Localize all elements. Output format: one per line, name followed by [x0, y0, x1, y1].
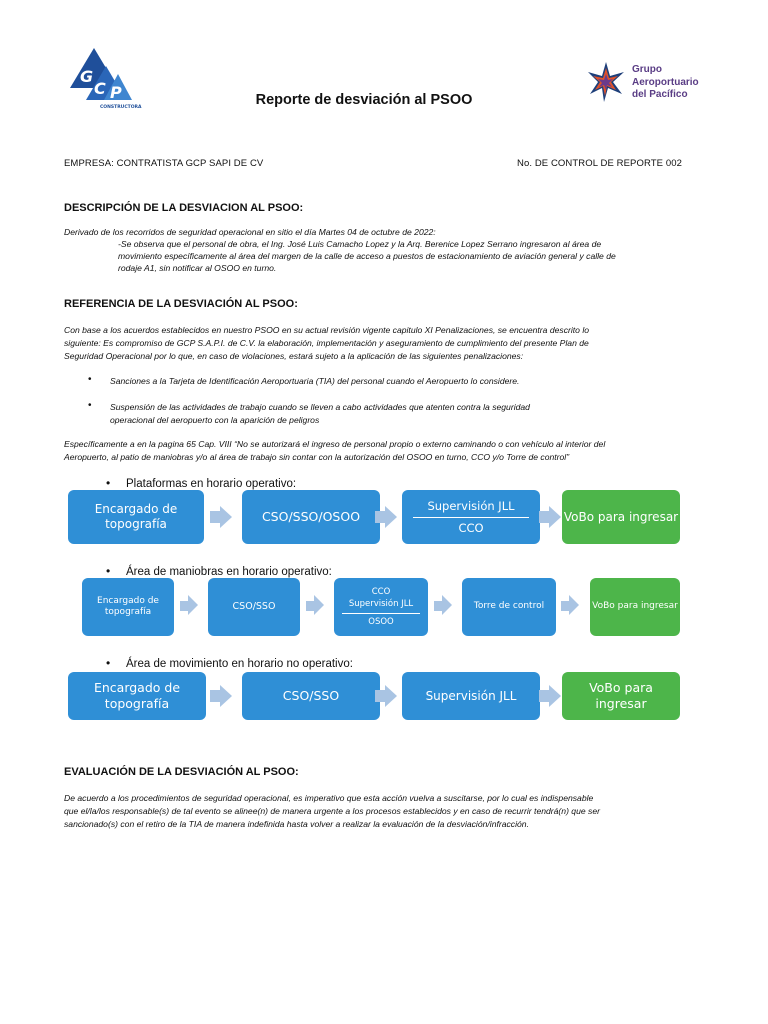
flow3-label-text: Área de movimiento en horario no operativo: [126, 658, 353, 670]
bullet-dot: • [88, 374, 92, 385]
flow1-label-text: Plataformas en horario operativo: [126, 478, 297, 490]
referencia-p1-line-2: siguiente: Es compromiso de GCP S.A.P.I. de C.V. la elaboración, implementación y aseguramiento de cumplimiento del presente Plan de [64, 338, 589, 348]
flow1-arrow-3-shaft [539, 511, 549, 523]
flow2-arrow-1 [188, 595, 198, 615]
flow2-box-cso [208, 578, 300, 636]
flow1-box-supervision-top: Supervisión JLL [427, 499, 515, 514]
flow3-box-supervision [402, 672, 540, 720]
gap-logo [586, 60, 716, 106]
flow2-arrow-2 [314, 595, 324, 615]
flow2-box-cso-text: CSO/SSO [232, 601, 276, 613]
evaluacion-line-2: que el/la/los responsable(s) de tal evento se alinee(n) de manera urgente a los procesos establecidos y en caso de recurrir tendrá(n) que ser [64, 806, 600, 816]
flow2-box-encargado [82, 578, 174, 636]
flow3-box-supervision-text: Supervisión JLL [425, 688, 517, 703]
flow1-arrow-3 [549, 506, 561, 528]
descripcion-line-1: Derivado de los recorridos de seguridad operacional en sitio el día Martes 04 de octubre de 2022: [64, 227, 436, 237]
referencia-p1-line-1: Con base a los acuerdos establecidos en nuestro PSOO en su actual revisión vigente capitulo XI Penalizaciones, se encuentra descrito lo [64, 325, 590, 335]
flow2-arrow-2-shaft [306, 601, 314, 611]
flow2-box-encargado-text: Encargado de topografía [97, 595, 159, 617]
flow2-box-torre [462, 578, 556, 636]
flow3-box-cso-text: CSO/SSO [282, 688, 340, 704]
referencia-heading: REFERENCIA DE LA DESVIACIÓN AL PSOO: [64, 298, 298, 310]
referencia-p1-line-3: Seguridad Operacional por lo que, en caso de violaciones, estará sujeto a la aplicación de las siguientes penalizaciones: [64, 351, 524, 361]
flow2-box-supervision [334, 578, 428, 636]
gap-logo-line-3: del Pacífico [632, 89, 688, 100]
flow2-label-text: Área de maniobras en horario operativo: [126, 566, 332, 578]
bullet-suspension-line-2: operacional del aeropuerto con la aparición de peligros [110, 415, 320, 425]
flow2-box-osoo: OSOO [368, 616, 394, 627]
evaluacion-line-3: sancionado(s) con el retiro de la TIA de manera indefinida hasta volver a realizar la evaluación de la desviación/infracción. [64, 819, 529, 829]
evaluacion-heading: EVALUACIÓN DE LA DESVIACIÓN AL PSOO: [64, 766, 299, 778]
bullet-sanciones [88, 375, 728, 389]
flow1-box-divider [413, 517, 529, 518]
bullet-dot: • [106, 476, 111, 490]
flow2-box-torre-text: Torre de control [473, 601, 545, 612]
flow3-arrow-3-shaft [539, 690, 549, 702]
flow2-arrow-3-shaft [434, 601, 442, 611]
flow2-arrow-3 [442, 595, 452, 615]
flow1-box-cso-text: CSO/SSO/OSOO [261, 509, 361, 525]
svg-text:CONSTRUCTORA: CONSTRUCTORA [100, 105, 142, 110]
descripcion-line-3: movimiento específicamente al área del margen de la calle de acceso a puestos de estacionamiento de aviación general y calle de [118, 251, 616, 261]
flow3-arrow-1-shaft [210, 690, 220, 702]
flow3-box-cso [242, 672, 380, 720]
flow1-arrow-1-shaft [210, 511, 220, 523]
descripcion-line-2: -Se observa que el personal de obra, el Ing. José Luis Camacho Lopez y la Arq. Berenice Lopez Serrano ingresaron al área de [118, 239, 602, 249]
empresa-label: EMPRESA: CONTRATISTA GCP SAPI DE CV [64, 158, 264, 169]
flow3-arrow-2-shaft [375, 690, 385, 702]
flow1-arrow-1 [220, 506, 232, 528]
flow2-box-divider [342, 613, 421, 614]
flow2-arrow-4-shaft [561, 601, 569, 611]
page-title: Reporte de desviación al PSOO [255, 92, 473, 108]
flow1-box-encargado [68, 490, 204, 544]
flow3-box-vobo-text: VoBo para ingresar [589, 680, 653, 711]
referencia-p2-line-2: Aeropuerto, al patio de maniobras y/o al área de trabajo sin contar con la autorización del OSOO en turno, CCO y/o Torre de control” [64, 452, 570, 462]
descripcion-heading: DESCRIPCIÓN DE LA DESVIACION AL PSOO: [64, 202, 304, 214]
svg-text:P: P [110, 83, 122, 102]
flow1-box-encargado-text: Encargado de topografía [94, 502, 178, 531]
descripcion-line-4: rodaje A1, sin notificar al OSOO en turno. [118, 263, 277, 273]
flow1-box-supervision-bottom: CCO [458, 520, 484, 535]
flow1-arrow-2 [385, 506, 397, 528]
flow3-arrow-2 [385, 685, 397, 707]
control-number: No. DE CONTROL DE REPORTE 002 [517, 158, 682, 169]
svg-text:C: C [94, 79, 106, 98]
flow2-box-vobo-text: VoBo para ingresar [592, 601, 678, 612]
svg-text:G: G [80, 67, 94, 86]
flow2-box-vobo [590, 578, 680, 636]
bullet-suspension [88, 401, 728, 429]
flow1-arrow-2-shaft [375, 511, 385, 523]
flow3-arrow-1 [220, 685, 232, 707]
flow1-box-supervision [402, 490, 540, 544]
flow3-arrow-3 [549, 685, 561, 707]
flow3-box-encargado [68, 672, 206, 720]
bullet-dot: • [106, 564, 111, 578]
flow2-arrow-4 [569, 595, 579, 615]
gap-logo-line-2: Aeroportuario [632, 76, 699, 88]
flow3-box-vobo [562, 672, 680, 720]
bullet-dot: • [88, 400, 92, 411]
bullet-sanciones-text: Sanciones a la Tarjeta de Identificación Aeroportuaria (TIA) del personal cuando el Aeropuerto lo considere. [110, 376, 520, 386]
flow1-box-cso [242, 490, 380, 544]
gap-star-icon [586, 60, 626, 104]
flow1-box-vobo-text: VoBo para ingresar [563, 509, 679, 524]
flow2-box-cco: CCO [371, 586, 391, 597]
flow2-arrow-1-shaft [180, 601, 188, 611]
flow1-box-vobo [562, 490, 680, 544]
flow2-box-supervision-text: Supervisión JLL [348, 599, 414, 610]
bullet-suspension-line-1: Suspensión de las actividades de trabajo cuando se lleven a cabo actividades que atenten contra la seguridad [110, 402, 530, 412]
bullet-dot: • [106, 656, 111, 670]
flow3-label [106, 658, 426, 672]
evaluacion-line-1: De acuerdo a los procedimientos de seguridad operacional, es imperativo que esta acción vuelva a suscitarse, por lo cual es indispensable [64, 793, 594, 803]
gap-logo-line-1: Grupo [632, 64, 662, 75]
referencia-p2-line-1: Específicamente a en la pagina 65 Cap. VIII “No se autorizará el ingreso de personal propio o externo caminando o con vehículo al interior del [64, 439, 606, 449]
flow3-box-encargado-text: Encargado de topografía [93, 680, 181, 711]
